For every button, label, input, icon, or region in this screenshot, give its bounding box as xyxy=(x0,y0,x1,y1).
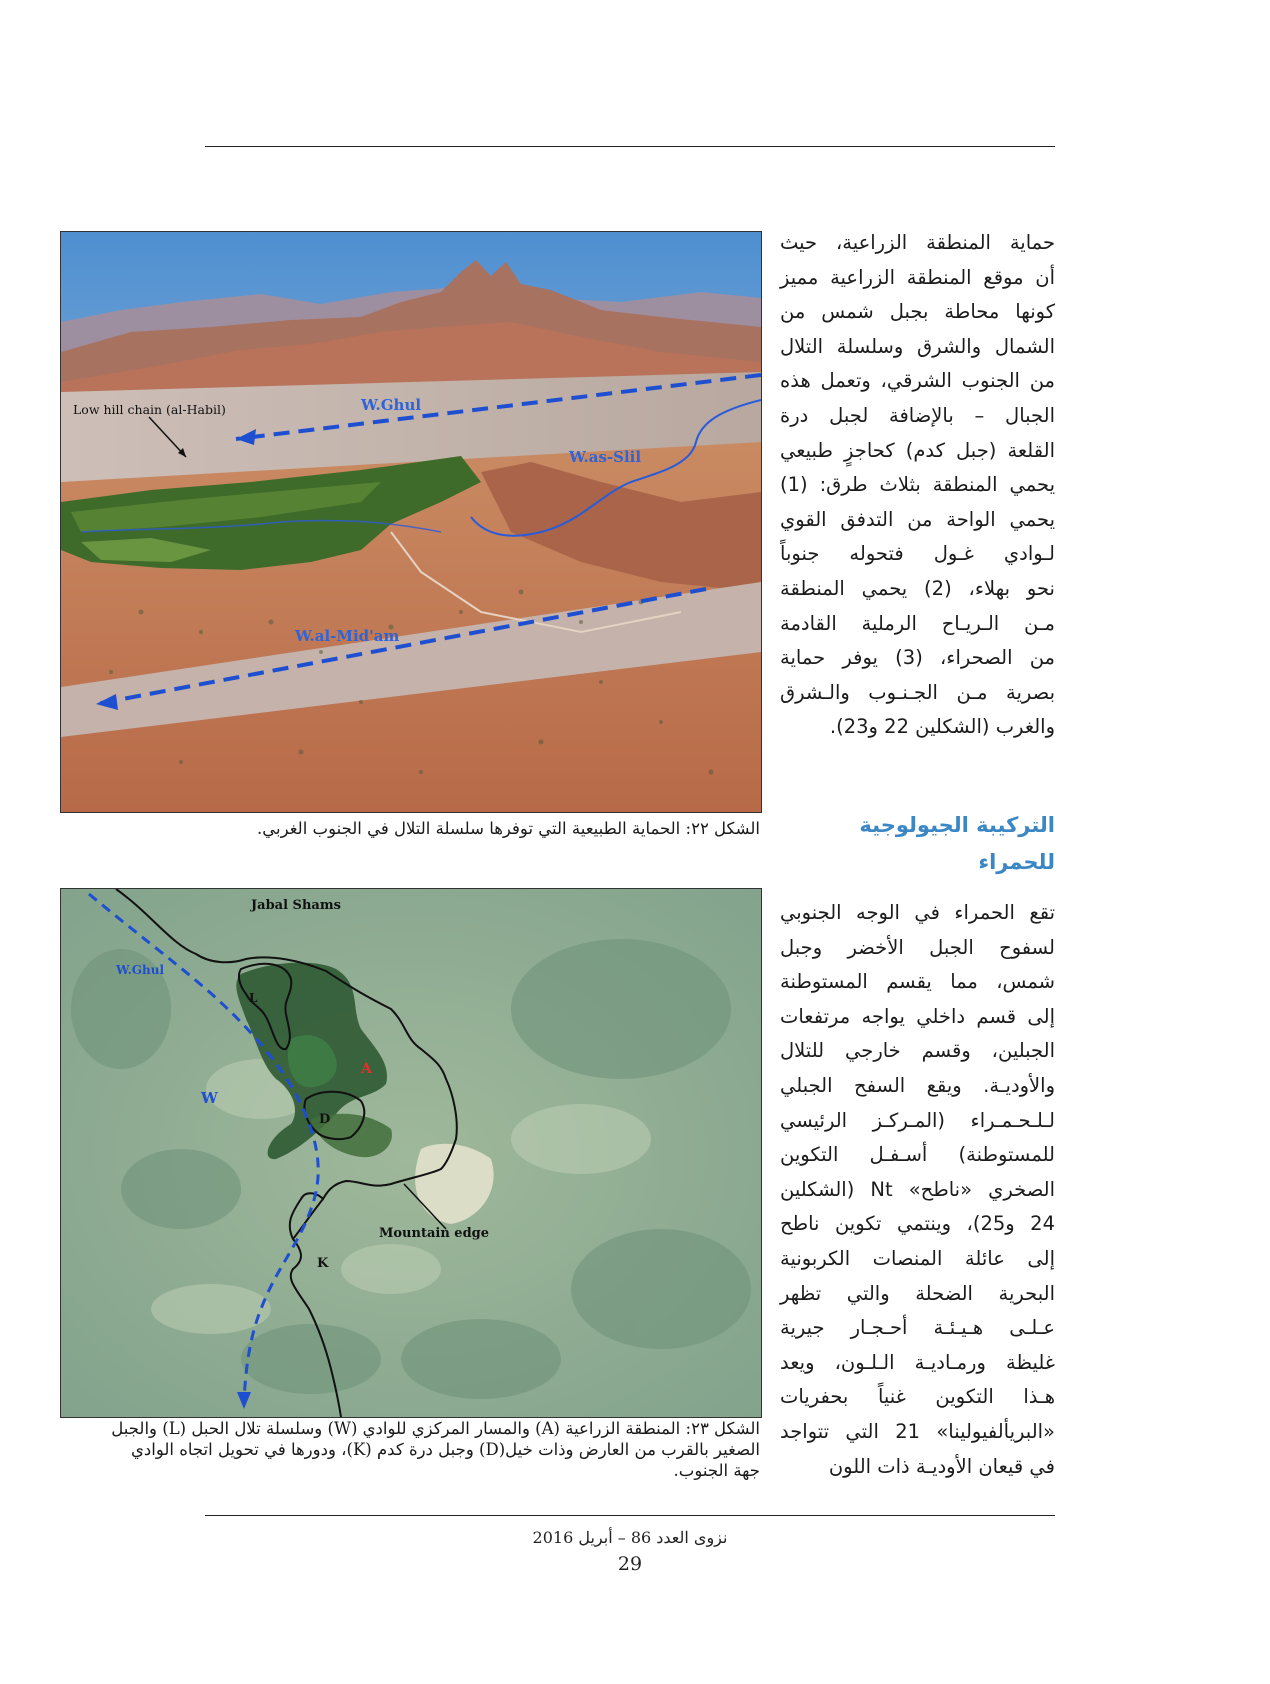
paragraph-line: هـذا التكوين غنياً بحفريات xyxy=(780,1385,1055,1409)
footer-issue: نزوى العدد 86 – أبريل 2016 xyxy=(532,1528,728,1547)
label-mountain-edge: Mountain edge xyxy=(379,1226,490,1241)
paragraph-line: كونها محاطة بجبل شمس من xyxy=(780,300,1055,324)
paragraph-protection xyxy=(780,226,1055,745)
paragraph-line: «البريألفيولينا» 21 التي تتواجد xyxy=(780,1419,1055,1443)
paragraph-line: أن موقع المنطقة الزراعية مميز xyxy=(780,265,1055,289)
paragraph-line: من الصحراء، (3) يوفر حماية xyxy=(780,646,1055,670)
paragraph-line: لـوادي غـول فتحوله جنوباً xyxy=(780,542,1055,566)
label-w-ghul: W.Ghul xyxy=(361,396,422,414)
paragraph-geology xyxy=(780,896,1055,1484)
landscape-illustration xyxy=(61,232,761,812)
label-d: D xyxy=(319,1112,331,1127)
caption-line: الصغير بالقرب من العارض وذات خيل(D) وجبل درة كدم (K)، ودورها في تحويل اتجاه الوادي xyxy=(131,1440,760,1459)
label-a: A xyxy=(361,1061,372,1077)
paragraph-line: والغرب (الشكلين 22 و23). xyxy=(829,715,1055,739)
label-w-ghul-map: W.Ghul xyxy=(116,963,165,977)
paragraph-line: غليظة ورمـاديـة الـلـون، ويعد xyxy=(780,1350,1055,1374)
label-jabal-shams: Jabal Shams xyxy=(251,898,341,913)
paragraph-line: في قيعان الأوديـة ذات اللون xyxy=(828,1454,1055,1478)
footer-rule xyxy=(205,1515,1055,1516)
label-l: L xyxy=(249,991,258,1005)
satellite-map-illustration xyxy=(61,889,761,1417)
paragraph-line: حماية المنطقة الزراعية، حيث xyxy=(780,231,1055,254)
figure-23-map xyxy=(60,888,762,1418)
label-w: W xyxy=(201,1089,218,1107)
label-k: K xyxy=(317,1256,329,1271)
paragraph-line: والأوديـة. ويقع السفح الجبلي xyxy=(780,1073,1055,1097)
paragraph-line: لـلـحـمـراء (المـركـز الرئيسي xyxy=(780,1108,1055,1132)
paragraph-line: الصخري «ناطح» Nt (الشكلين xyxy=(780,1177,1055,1201)
paragraph-line: 24 و25)، وينتمي تكوين ناطح xyxy=(780,1212,1055,1236)
figure-22-photo xyxy=(60,231,762,813)
paragraph-line: البحرية الضحلة والتي تظهر xyxy=(780,1281,1055,1305)
section-heading xyxy=(780,807,1055,881)
paragraph-line: الجبال – بالإضافة لجبل درة xyxy=(780,403,1055,427)
heading-line: للحمراء xyxy=(978,850,1055,874)
paragraph-line: شمس، مما يقسم المستوطنة xyxy=(780,970,1055,994)
page-number: 29 xyxy=(617,1553,643,1575)
figure-22-caption: الشكل ٢٢: الحماية الطبيعية التي توفرها سلسلة التلال في الجنوب الغربي. xyxy=(257,819,760,838)
paragraph-line: مـن الـريـاح الرملية القادمة xyxy=(780,611,1055,635)
label-w-as-slil: W.as-Slil xyxy=(569,448,642,466)
paragraph-line: لسفوح الجبل الأخضر وجبل xyxy=(780,935,1055,959)
header-rule xyxy=(205,146,1055,147)
paragraph-line: إلى قسم داخلي يواجه مرتفعات xyxy=(780,1004,1055,1028)
label-w-al-midam: W.al-Mid'am xyxy=(295,627,400,645)
paragraph-line: عـلـى هـيـئـة أحـجـار جيرية xyxy=(780,1316,1055,1340)
paragraph-line: الجبلين، وقسم خارجي للتلال xyxy=(780,1039,1055,1063)
paragraph-line: إلى عائلة المنصات الكربونية xyxy=(780,1246,1055,1270)
paragraph-line: من الجنوب الشرقي، وتعمل هذه xyxy=(780,369,1055,393)
paragraph-line: القلعة (جبل كدم) كحاجزٍ طبيعي xyxy=(780,438,1055,462)
caption-line: جهة الجنوب. xyxy=(673,1461,760,1480)
paragraph-line: نحو بهلاء، (2) يحمي المنطقة xyxy=(780,576,1055,600)
paragraph-line: الشمال والشرق وسلسلة التلال xyxy=(780,334,1055,358)
paragraph-line: يحمي المنطقة بثلاث طرق: (1) xyxy=(780,473,1055,497)
paragraph-line: للمستوطنة) أسـفـل التكوين xyxy=(780,1143,1055,1167)
heading-line: التركيبة الجيولوجية xyxy=(859,813,1055,837)
caption-line: الشكل ٢٣: المنطقة الزراعية (A) والمسار المركزي للوادي (W) وسلسلة تلال الحبل (L) والجبل xyxy=(111,1419,760,1438)
label-low-hill-chain: Low hill chain (al-Habil) xyxy=(73,402,226,417)
paragraph-line: يحمي الواحة من التدفق القوي xyxy=(780,507,1055,531)
paragraph-line: بصرية مـن الجـنـوب والـشرق xyxy=(780,680,1055,704)
figure-23-caption xyxy=(60,1418,760,1481)
paragraph-line: تقع الحمراء في الوجه الجنوبي xyxy=(780,901,1055,924)
